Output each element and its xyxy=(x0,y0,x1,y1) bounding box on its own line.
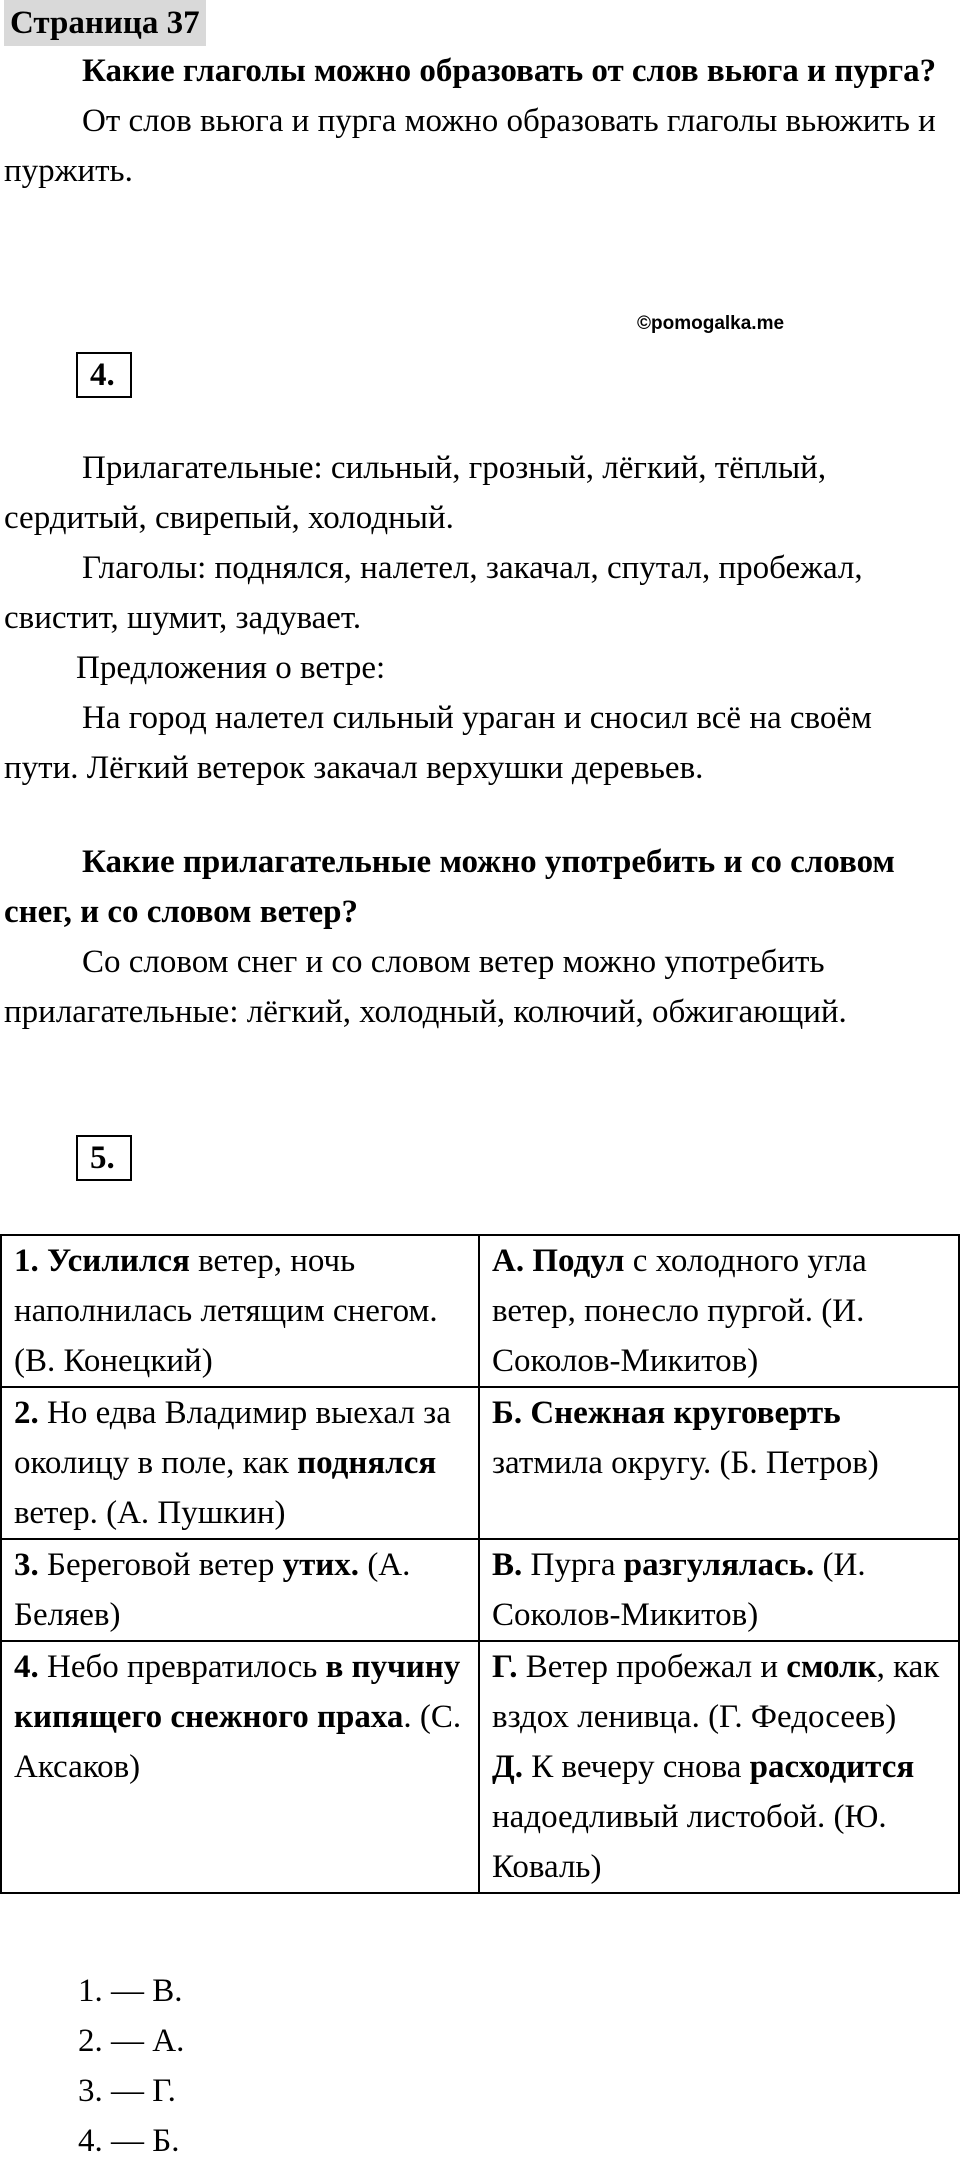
answer-item: 2. — А. xyxy=(78,2023,185,2059)
bold-fragment: утих. xyxy=(282,1547,360,1583)
bold-fragment: 1. Усилился xyxy=(14,1243,190,1279)
bold-fragment: Б. Снежная круговерть xyxy=(492,1395,841,1431)
question-1 xyxy=(4,46,954,196)
table-cell-match xyxy=(479,1235,959,1387)
table-cell-sentence xyxy=(1,1235,479,1387)
text-fragment: Но едва Владимир выехал за околицу в поле, как xyxy=(14,1395,451,1481)
text-fragment: (И. Соколов-Микитов) xyxy=(492,1547,866,1633)
table-row xyxy=(1,1387,959,1539)
text-fragment: К вечеру снова xyxy=(522,1749,750,1785)
bold-fragment: 4. xyxy=(14,1649,39,1685)
verbs-text: Глаголы: поднялся, налетел, закачал, спутал, пробежал, свистит, шумит, задувает. xyxy=(4,550,863,636)
text-fragment: затмила округу. (Б. Петров) xyxy=(492,1445,879,1481)
text-fragment: ветер, ночь наполнилась летящим снегом. (В. Конецкий) xyxy=(14,1243,438,1379)
bold-fragment: 2. xyxy=(14,1395,39,1431)
sentences-label: Предложения о ветре: xyxy=(76,650,386,686)
bold-fragment: расходится xyxy=(749,1749,915,1785)
bold-fragment: Г. xyxy=(492,1649,518,1685)
table-row xyxy=(1,1539,959,1641)
task-5-number: 5. xyxy=(76,1135,132,1181)
text-fragment: (А. Беляев) xyxy=(14,1547,411,1633)
answer-item: 4. — Б. xyxy=(78,2123,180,2159)
table-row xyxy=(1,1641,959,1893)
question-1-text: Какие глаголы можно образовать от слов вьюга и пурга? xyxy=(82,53,937,89)
task-4-number: 4. xyxy=(76,352,132,398)
text-fragment: Береговой ветер xyxy=(38,1547,283,1583)
text-fragment: . (С. Аксаков) xyxy=(14,1699,462,1785)
bold-fragment: поднялся xyxy=(297,1445,437,1481)
answers-list xyxy=(78,1966,184,2166)
bold-fragment: смолк xyxy=(786,1649,877,1685)
bold-fragment: В. xyxy=(492,1547,523,1583)
text-fragment: Пурга xyxy=(522,1547,624,1583)
bold-fragment: Д. xyxy=(492,1749,523,1785)
text-fragment: Ветер пробежал и xyxy=(517,1649,787,1685)
matching-table xyxy=(0,1234,960,1894)
text-fragment: надоедливый листобой. (Ю. Коваль) xyxy=(492,1799,887,1885)
table-cell-sentence xyxy=(1,1641,479,1893)
table-cell-sentence xyxy=(1,1387,479,1539)
table-cell-match xyxy=(479,1539,959,1641)
question-2 xyxy=(4,837,954,1037)
text-fragment: , как вздох ленивца. (Г. Федосеев) xyxy=(492,1649,940,1735)
table-cell-match xyxy=(479,1387,959,1539)
watermark: ©pomogalka.me xyxy=(637,313,785,334)
bold-fragment: разгулялась. xyxy=(623,1547,815,1583)
text-fragment: Небо превратилось xyxy=(38,1649,326,1685)
text-fragment: ветер. (А. Пушкин) xyxy=(14,1495,286,1531)
answer-2-text: Со словом снег и со словом ветер можно употребить прилагательные: лёгкий, холодный, колючий, обжигающий. xyxy=(4,944,847,1030)
bold-fragment: 3. xyxy=(14,1547,39,1583)
task-4-body xyxy=(4,443,954,793)
adjectives-text: Прилагательные: сильный, грозный, лёгкий, тёплый, сердитый, свирепый, холодный. xyxy=(4,450,827,536)
table-row xyxy=(1,1235,959,1387)
answer-item: 3. — Г. xyxy=(78,2073,176,2109)
table-cell-sentence xyxy=(1,1539,479,1641)
bold-fragment: А. Подул xyxy=(492,1243,625,1279)
answer-item: 1. — В. xyxy=(78,1973,183,2009)
bold-fragment: в пучину кипящего снежного праха xyxy=(14,1649,461,1735)
table-cell-match xyxy=(479,1641,959,1893)
answer-1-text: От слов вьюга и пурга можно образовать глаголы вьюжить и пуржить. xyxy=(4,103,936,189)
page-title: Страница 37 xyxy=(4,0,206,46)
sentences-text: На город налетел сильный ураган и сносил всё на своём пути. Лёгкий ветерок закачал верхушки деревьев. xyxy=(4,700,872,786)
text-fragment: с холодного угла ветер, понесло пургой. (И. Соколов-Микитов) xyxy=(492,1243,867,1379)
question-2-text: Какие прилагательные можно употребить и со словом снег, и со словом ветер? xyxy=(4,844,895,930)
